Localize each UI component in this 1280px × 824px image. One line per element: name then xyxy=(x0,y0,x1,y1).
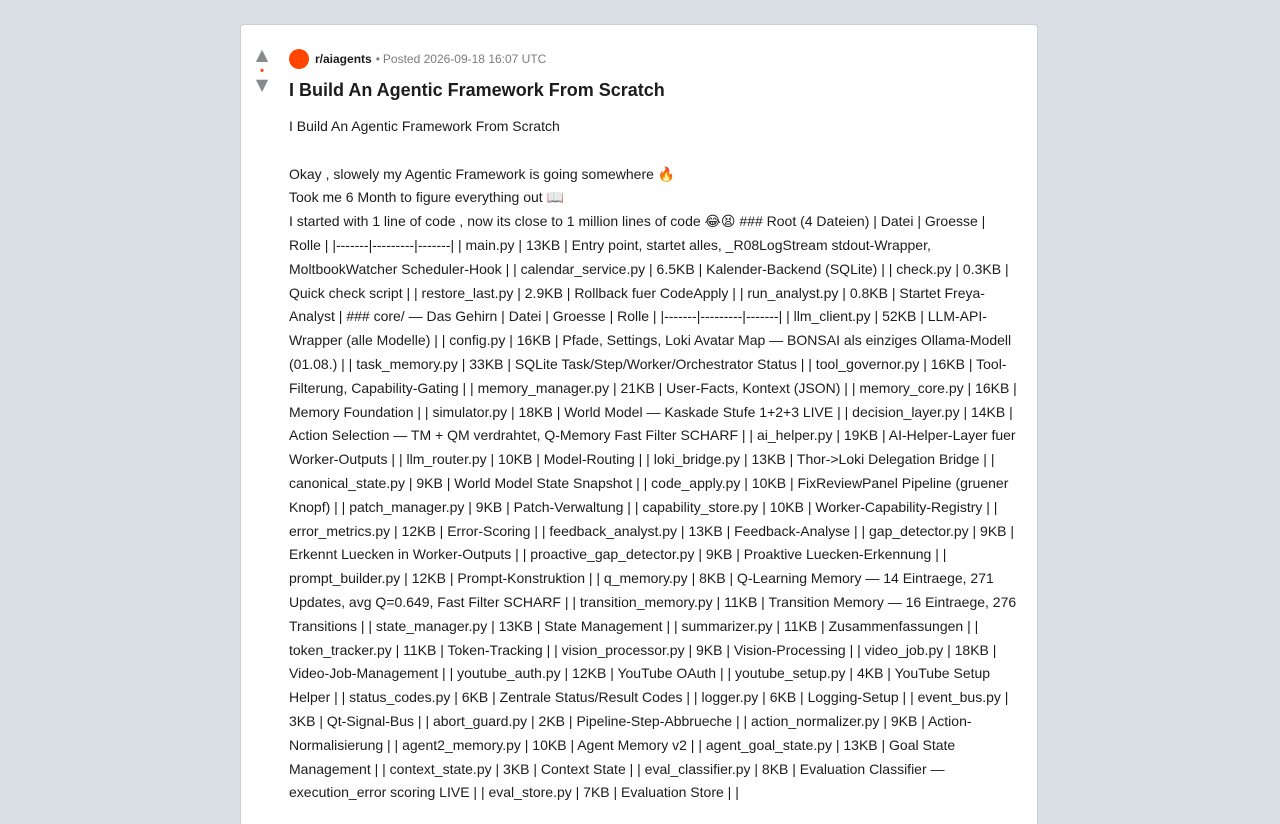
post-content xyxy=(289,49,1019,805)
post-card xyxy=(240,24,1038,824)
post-meta xyxy=(289,49,1019,69)
subreddit-avatar[interactable] xyxy=(289,49,309,69)
posted-timestamp: Posted 2026-09-18 16:07 UTC xyxy=(382,52,547,66)
post-title[interactable]: I Build An Agentic Framework From Scratch xyxy=(289,80,665,100)
meta-separator: • xyxy=(375,52,380,66)
vote-column xyxy=(241,47,283,95)
vote-score: • xyxy=(260,65,264,77)
post-body: I Build An Agentic Framework From Scratch Okay , slowely my Agentic Framework is going somewhere 🔥 Took me 6 Month to figure everything out 📖 I started with 1 line of code , now its close to 1 million lines of code 😂😫 ### Root (4 Dateien) | Datei | Groesse | Rolle | |-------|---------|-------| | main.py | 13KB | Entry point, startet alles, _R08LogStream stdout-Wrapper, MoltbookWatcher Scheduler-Hook | | calendar_service.py | 6.5KB | Kalender-Backend (SQLite) | | check.py | 0.3KB | Quick check script | | restore_last.py | 2.9KB | Rollback fuer CodeApply | | run_analyst.py | 0.8KB | Startet Freya-Analyst | ### core/ — Das Gehirn | Datei | Groesse | Rolle | |-------|---------|-------| | llm_client.py | 52KB | LLM-API-Wrapper (alle Modelle) | | config.py | 16KB | Pfade, Settings, Loki Avatar Map — BONSAI als einziges Ollama-Modell (01.08.) | | task_memory.py | 33KB | SQLite Task/Step/Worker/Orchestrator Status | | tool_governor.py | 16KB | Tool-Filterung, Capability-Gating | | memory_manager.py | 21KB | User-Facts, Kontext (JSON) | | memory_core.py | 16KB | Memory Foundation | | simulator.py | 18KB | World Model — Kaskade Stufe 1+2+3 LIVE | | decision_layer.py | 14KB | Action Selection — TM + QM verdrahtet, Q-Memory Fast Filter SCHARF | | ai_helper.py | 19KB | AI-Helper-Layer fuer Worker-Outputs | | llm_router.py | 10KB | Model-Routing | | loki_bridge.py | 13KB | Thor->Loki Delegation Bridge | | canonical_state.py | 9KB | World Model State Snapshot | | code_apply.py | 10KB | FixReviewPanel Pipeline (gruener Knopf) | | patch_manager.py | 9KB | Patch-Verwaltung | | capability_store.py | 10KB | Worker-Capability-Registry | | error_metrics.py | 12KB | Error-Scoring | | feedback_analyst.py | 13KB | Feedback-Analyse | | gap_detector.py | 9KB | Erkennt Luecken in Worker-Outputs | | proactive_gap_detector.py | 9KB | Proaktive Luecken-Erkennung | | prompt_builder.py | 12KB | Prompt-Konstruktion | | q_memory.py | 8KB | Q-Learning Memory — 14 Eintraege, 271 Updates, avg Q=0.649, Fast Filter SCHARF | | transition_memory.py | 11KB | Transition Memory — 16 Eintraege, 276 Transitions | | state_manager.py | 13KB | State Management | | summarizer.py | 11KB | Zusammenfassungen | | token_tracker.py | 11KB | Token-Tracking | | vision_processor.py | 9KB | Vision-Processing | | video_job.py | 18KB | Video-Job-Management | | youtube_auth.py | 12KB | YouTube OAuth | | youtube_setup.py | 4KB | YouTube Setup Helper | | status_codes.py | 6KB | Zentrale Status/Result Codes | | logger.py | 6KB | Logging-Setup | | event_bus.py | 3KB | Qt-Signal-Bus | | abort_guard.py | 2KB | Pipeline-Step-Abbrueche | | action_normalizer.py | 9KB | Action-Normalisierung | | agent2_memory.py | 10KB | Agent Memory v2 | | agent_goal_state.py | 13KB | Goal State Management | | context_state.py | 3KB | Context State | | eval_classifier.py | 8KB | Evaluation Classifier — execution_error scoring LIVE | | eval_store.py | 7KB | Evaluation Store | | xyxy=(289,118,1017,801)
subreddit-link[interactable]: r/aiagents xyxy=(315,52,372,66)
upvote-arrow-icon[interactable]: ▲ xyxy=(255,45,269,64)
downvote-arrow-icon[interactable]: ▼ xyxy=(255,75,269,94)
